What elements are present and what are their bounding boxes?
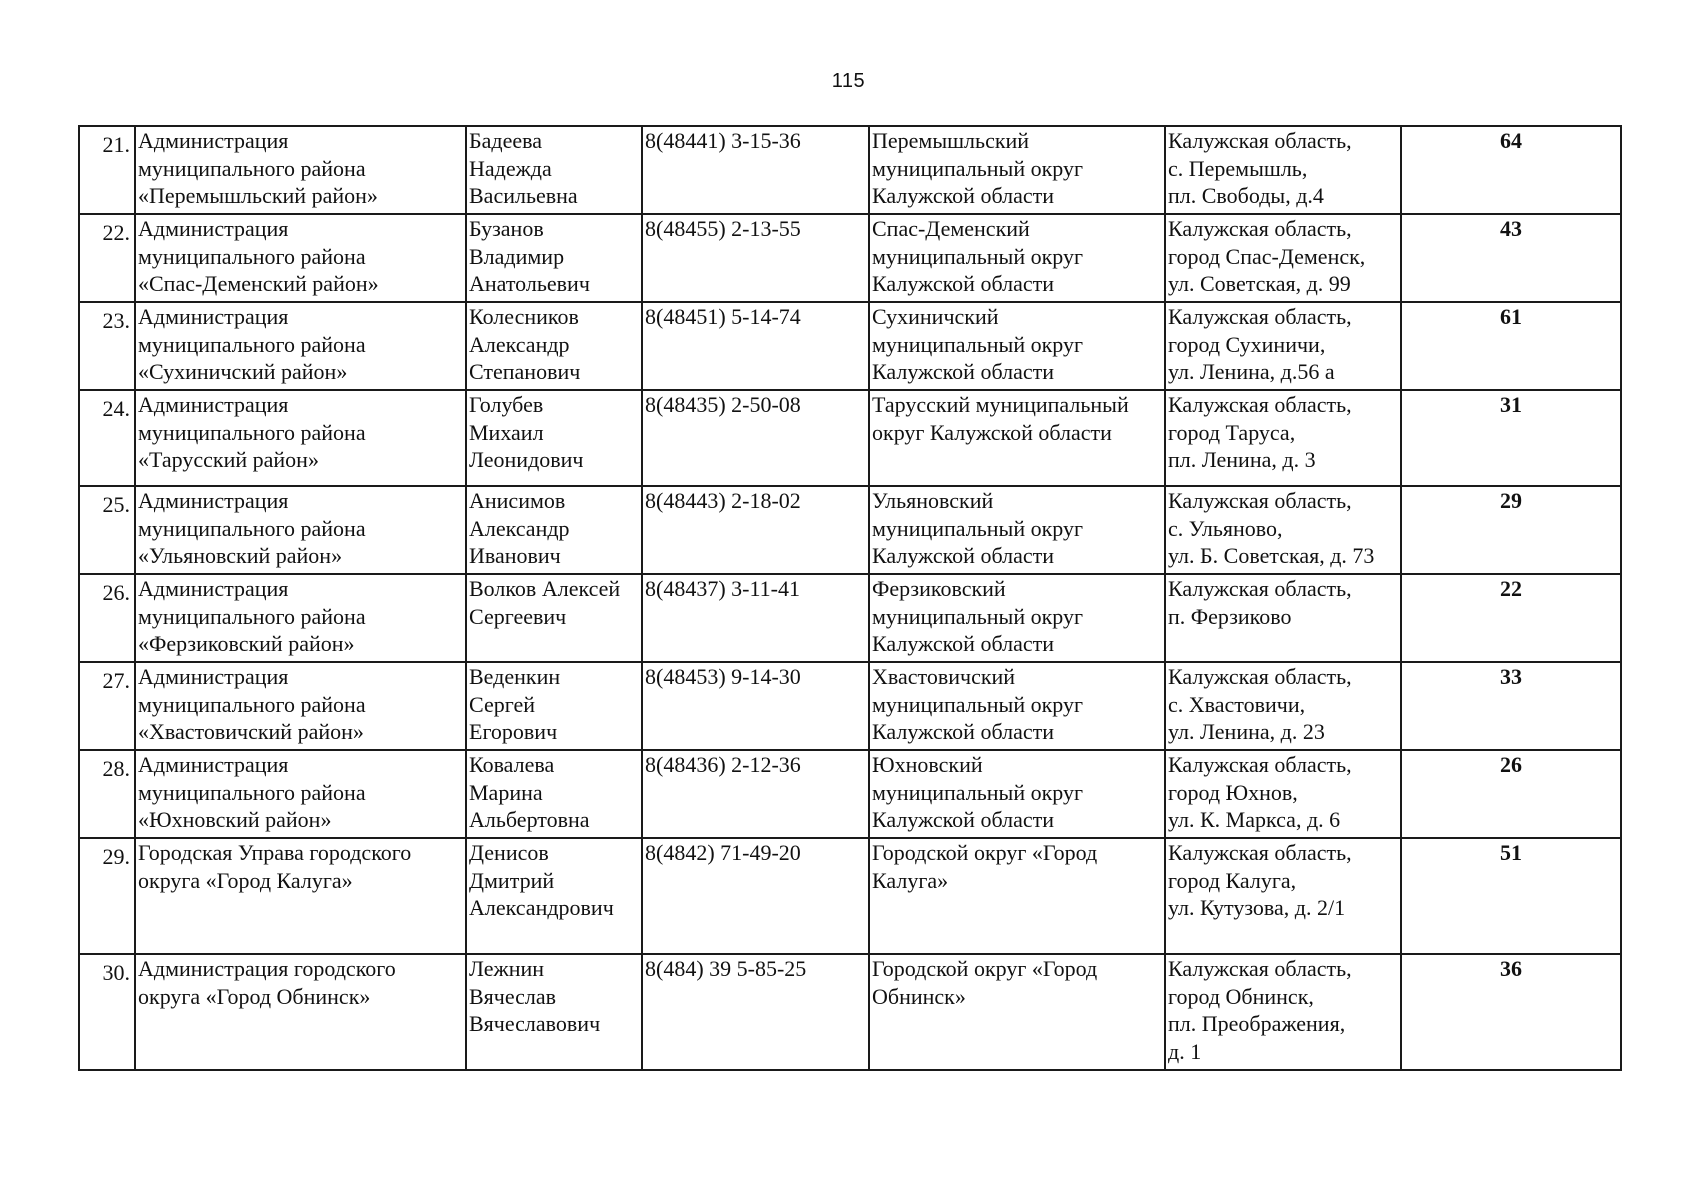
municipal-district-line: Калужской области: [872, 719, 1054, 744]
address-cell: [1165, 390, 1401, 486]
organization-line: округа «Город Калуга»: [138, 867, 353, 893]
row-number: 25.: [102, 492, 130, 517]
address-line: Калужская область,: [1168, 488, 1352, 513]
row-number-cell: [79, 390, 135, 486]
phone-number: 8(4842) 71-49-20: [645, 840, 801, 865]
phone-number: 8(48451) 5-14-74: [645, 304, 801, 329]
municipal-district-line: Перемышльский: [872, 128, 1030, 153]
count-value: 31: [1500, 392, 1522, 417]
address-line: пл. Ленина, д. 3: [1168, 447, 1316, 472]
address-line: Калужская область,: [1168, 392, 1352, 417]
organization-line: муниципального района: [138, 331, 366, 357]
phone-number: 8(48436) 2-12-36: [645, 752, 801, 777]
municipal-district-cell: [869, 214, 1165, 302]
row-number: 21.: [102, 132, 130, 157]
phone-cell: [642, 214, 869, 302]
head-name-line: Вячеслав: [469, 983, 557, 1009]
phone-number: 8(484) 39 5-85-25: [645, 956, 807, 981]
address-line: Калужская область,: [1168, 576, 1352, 601]
municipal-district-line: Калуга»: [872, 867, 949, 893]
organization-line: «Спас-Деменский район»: [138, 271, 379, 296]
municipal-district-cell: [869, 302, 1165, 390]
head-name-line: Альбертовна: [469, 807, 590, 832]
organization-line: Администрация: [138, 576, 289, 601]
address-line: Калужская область,: [1168, 752, 1352, 777]
municipal-district-cell: [869, 126, 1165, 214]
head-name-line: Иванович: [469, 543, 561, 568]
organization-line: муниципального района: [138, 419, 366, 445]
count-value: 26: [1500, 752, 1522, 777]
municipal-district-cell: [869, 574, 1165, 662]
municipal-district-line: муниципальный округ: [872, 155, 1084, 181]
row-number: 27.: [102, 668, 130, 693]
municipal-district-line: Городской округ «Город: [872, 840, 1098, 865]
phone-cell: [642, 662, 869, 750]
municipal-district-line: Калужской области: [872, 631, 1054, 656]
organization-line: муниципального района: [138, 515, 366, 541]
phone-cell: [642, 838, 869, 954]
municipal-district-cell: [869, 750, 1165, 838]
head-name-line: Владимир: [469, 243, 565, 269]
address-line: ул. Советская, д. 99: [1168, 271, 1351, 296]
head-name-line: Денисов: [469, 840, 549, 865]
table-row: [79, 486, 1621, 574]
municipal-district-line: Юхновский: [872, 752, 983, 777]
address-line: город Спас-Деменск,: [1168, 243, 1366, 269]
row-number-cell: [79, 838, 135, 954]
row-number-cell: [79, 302, 135, 390]
municipal-district-line: округ Калужской области: [872, 419, 1112, 445]
row-number: 24.: [102, 396, 130, 421]
address-cell: [1165, 662, 1401, 750]
address-line: Калужская область,: [1168, 840, 1352, 865]
municipal-district-line: Тарусский муниципальный: [872, 392, 1129, 417]
municipal-district-cell: [869, 662, 1165, 750]
count-cell: [1401, 126, 1621, 214]
table-body: [79, 126, 1621, 1070]
organization-line: Администрация: [138, 752, 289, 777]
row-number: 28.: [102, 756, 130, 781]
head-name-cell: [466, 126, 642, 214]
organization-cell: [135, 486, 466, 574]
organization-cell: [135, 574, 466, 662]
table-row: [79, 126, 1621, 214]
municipal-district-line: муниципальный округ: [872, 691, 1084, 717]
address-cell: [1165, 302, 1401, 390]
head-name-cell: [466, 214, 642, 302]
row-number-cell: [79, 574, 135, 662]
head-name-line: Бадеева: [469, 128, 542, 153]
address-cell: [1165, 838, 1401, 954]
row-number-cell: [79, 486, 135, 574]
address-line: с. Ульяново,: [1168, 515, 1283, 541]
organization-line: «Перемышльский район»: [138, 183, 378, 208]
municipal-district-line: Калужской области: [872, 271, 1054, 296]
table-row: [79, 954, 1621, 1070]
municipal-district-line: Калужской области: [872, 543, 1054, 568]
municipal-district-line: Городской округ «Город: [872, 956, 1098, 981]
count-cell: [1401, 486, 1621, 574]
row-number-cell: [79, 750, 135, 838]
address-cell: [1165, 954, 1401, 1070]
address-line: Калужская область,: [1168, 128, 1352, 153]
address-cell: [1165, 574, 1401, 662]
head-name-line: Голубев: [469, 392, 544, 417]
head-name-line: Анатольевич: [469, 271, 590, 296]
head-name-line: Сергеевич: [469, 603, 567, 629]
phone-number: 8(48437) 3-11-41: [645, 576, 800, 601]
table-row: [79, 302, 1621, 390]
municipal-district-line: Калужской области: [872, 807, 1054, 832]
count-cell: [1401, 574, 1621, 662]
table-row: [79, 390, 1621, 486]
organization-line: «Хвастовичский район»: [138, 719, 364, 744]
address-line: город Калуга,: [1168, 867, 1297, 893]
head-name-line: Степанович: [469, 359, 581, 384]
address-line: п. Ферзиково: [1168, 603, 1292, 629]
address-line: д. 1: [1168, 1038, 1202, 1064]
count-value: 64: [1500, 128, 1522, 153]
municipal-district-line: Калужской области: [872, 359, 1054, 384]
address-cell: [1165, 126, 1401, 214]
head-name-line: Бузанов: [469, 216, 544, 241]
count-value: 33: [1500, 664, 1522, 689]
organization-line: Администрация: [138, 664, 289, 689]
organization-line: округа «Город Обнинск»: [138, 983, 371, 1009]
phone-cell: [642, 954, 869, 1070]
address-line: город Сухиничи,: [1168, 331, 1326, 357]
address-line: с. Перемышль,: [1168, 155, 1308, 181]
head-name-line: Дмитрий: [469, 867, 555, 893]
head-name-line: Анисимов: [469, 488, 566, 513]
head-name-line: Надежда: [469, 155, 552, 181]
organization-line: муниципального района: [138, 691, 366, 717]
count-cell: [1401, 302, 1621, 390]
municipal-district-cell: [869, 838, 1165, 954]
municipal-district-line: муниципальный округ: [872, 603, 1084, 629]
count-cell: [1401, 214, 1621, 302]
address-line: пл. Свободы, д.4: [1168, 183, 1324, 208]
municipal-district-line: Ферзиковский: [872, 576, 1006, 601]
row-number-cell: [79, 662, 135, 750]
address-line: Калужская область,: [1168, 664, 1352, 689]
row-number: 22.: [102, 220, 130, 245]
address-line: город Таруса,: [1168, 419, 1296, 445]
administrations-table: [78, 125, 1622, 1071]
count-cell: [1401, 750, 1621, 838]
organization-line: «Тарусский район»: [138, 447, 319, 472]
count-value: 22: [1500, 576, 1522, 601]
row-number: 26.: [102, 580, 130, 605]
address-line: ул. Кутузова, д. 2/1: [1168, 895, 1346, 920]
organization-line: «Ферзиковский район»: [138, 631, 355, 656]
organization-cell: [135, 390, 466, 486]
table-row: [79, 574, 1621, 662]
phone-cell: [642, 390, 869, 486]
phone-cell: [642, 750, 869, 838]
head-name-line: Сергей: [469, 691, 535, 717]
organization-line: муниципального района: [138, 243, 366, 269]
municipal-district-line: муниципальный округ: [872, 779, 1084, 805]
organization-cell: [135, 838, 466, 954]
organization-line: «Сухиничский район»: [138, 359, 348, 384]
count-cell: [1401, 838, 1621, 954]
head-name-line: Леонидович: [469, 447, 584, 472]
head-name-line: Волков Алексей: [469, 576, 621, 601]
head-name-line: Васильевна: [469, 183, 578, 208]
organization-line: Администрация: [138, 128, 289, 153]
head-name-cell: [466, 486, 642, 574]
organization-line: Городская Управа городского: [138, 840, 412, 865]
head-name-line: Александр: [469, 515, 570, 541]
municipal-district-line: Сухиничский: [872, 304, 999, 329]
municipal-district-line: Калужской области: [872, 183, 1054, 208]
phone-cell: [642, 574, 869, 662]
organization-cell: [135, 750, 466, 838]
phone-number: 8(48453) 9-14-30: [645, 664, 801, 689]
organization-line: «Юхновский район»: [138, 807, 332, 832]
organization-line: муниципального района: [138, 779, 366, 805]
head-name-cell: [466, 954, 642, 1070]
organization-line: Администрация городского: [138, 956, 396, 981]
head-name-line: Вячеславович: [469, 1011, 601, 1036]
row-number: 23.: [102, 308, 130, 333]
municipal-district-line: Хвастовичский: [872, 664, 1016, 689]
address-line: ул. Ленина, д. 23: [1168, 719, 1325, 744]
phone-number: 8(48441) 3-15-36: [645, 128, 801, 153]
organization-cell: [135, 302, 466, 390]
address-line: пл. Преображения,: [1168, 1011, 1346, 1036]
organization-cell: [135, 214, 466, 302]
organization-line: Администрация: [138, 304, 289, 329]
head-name-line: Егорович: [469, 719, 558, 744]
municipal-district-line: Ульяновский: [872, 488, 994, 513]
row-number: 30.: [102, 960, 130, 985]
head-name-line: Колесников: [469, 304, 579, 329]
organization-line: Администрация: [138, 216, 289, 241]
address-line: Калужская область,: [1168, 216, 1352, 241]
row-number-cell: [79, 126, 135, 214]
row-number: 29.: [102, 844, 130, 869]
organization-line: Администрация: [138, 488, 289, 513]
organization-cell: [135, 954, 466, 1070]
address-line: Калужская область,: [1168, 956, 1352, 981]
organization-line: муниципального района: [138, 155, 366, 181]
phone-number: 8(48435) 2-50-08: [645, 392, 801, 417]
phone-cell: [642, 302, 869, 390]
phone-number: 8(48443) 2-18-02: [645, 488, 801, 513]
municipal-district-line: муниципальный округ: [872, 515, 1084, 541]
municipal-district-cell: [869, 390, 1165, 486]
page-number: 115: [831, 70, 866, 92]
municipal-district-cell: [869, 486, 1165, 574]
count-value: 29: [1500, 488, 1522, 513]
head-name-line: Лежнин: [469, 956, 545, 981]
count-value: 36: [1500, 956, 1522, 981]
address-cell: [1165, 486, 1401, 574]
head-name-cell: [466, 838, 642, 954]
head-name-line: Александрович: [469, 895, 614, 920]
address-cell: [1165, 214, 1401, 302]
count-cell: [1401, 390, 1621, 486]
address-line: город Обнинск,: [1168, 983, 1314, 1009]
row-number-cell: [79, 954, 135, 1070]
head-name-cell: [466, 390, 642, 486]
count-cell: [1401, 662, 1621, 750]
count-cell: [1401, 954, 1621, 1070]
municipal-district-line: Обнинск»: [872, 983, 966, 1009]
count-value: 61: [1500, 304, 1522, 329]
head-name-cell: [466, 302, 642, 390]
organization-cell: [135, 662, 466, 750]
address-line: с. Хвастовичи,: [1168, 691, 1306, 717]
organization-line: Администрация: [138, 392, 289, 417]
organization-line: «Ульяновский район»: [138, 543, 343, 568]
address-line: ул. К. Маркса, д. 6: [1168, 807, 1341, 832]
organization-cell: [135, 126, 466, 214]
head-name-line: Веденкин: [469, 664, 561, 689]
address-line: ул. Ленина, д.56 а: [1168, 359, 1335, 384]
address-line: ул. Б. Советская, д. 73: [1168, 543, 1375, 568]
address-line: Калужская область,: [1168, 304, 1352, 329]
municipal-district-line: муниципальный округ: [872, 243, 1084, 269]
address-cell: [1165, 750, 1401, 838]
head-name-cell: [466, 750, 642, 838]
municipal-district-line: Спас-Деменский: [872, 216, 1030, 241]
phone-cell: [642, 486, 869, 574]
phone-cell: [642, 126, 869, 214]
head-name-cell: [466, 574, 642, 662]
count-value: 51: [1500, 840, 1522, 865]
head-name-line: Александр: [469, 331, 570, 357]
table-row: [79, 662, 1621, 750]
organization-line: муниципального района: [138, 603, 366, 629]
phone-number: 8(48455) 2-13-55: [645, 216, 801, 241]
head-name-cell: [466, 662, 642, 750]
count-value: 43: [1500, 216, 1522, 241]
address-line: город Юхнов,: [1168, 779, 1298, 805]
table-row: [79, 214, 1621, 302]
table-row: [79, 838, 1621, 954]
head-name-line: Марина: [469, 779, 543, 805]
row-number-cell: [79, 214, 135, 302]
head-name-line: Михаил: [469, 419, 544, 445]
municipal-district-line: муниципальный округ: [872, 331, 1084, 357]
table-row: [79, 750, 1621, 838]
municipal-district-cell: [869, 954, 1165, 1070]
head-name-line: Ковалева: [469, 752, 555, 777]
